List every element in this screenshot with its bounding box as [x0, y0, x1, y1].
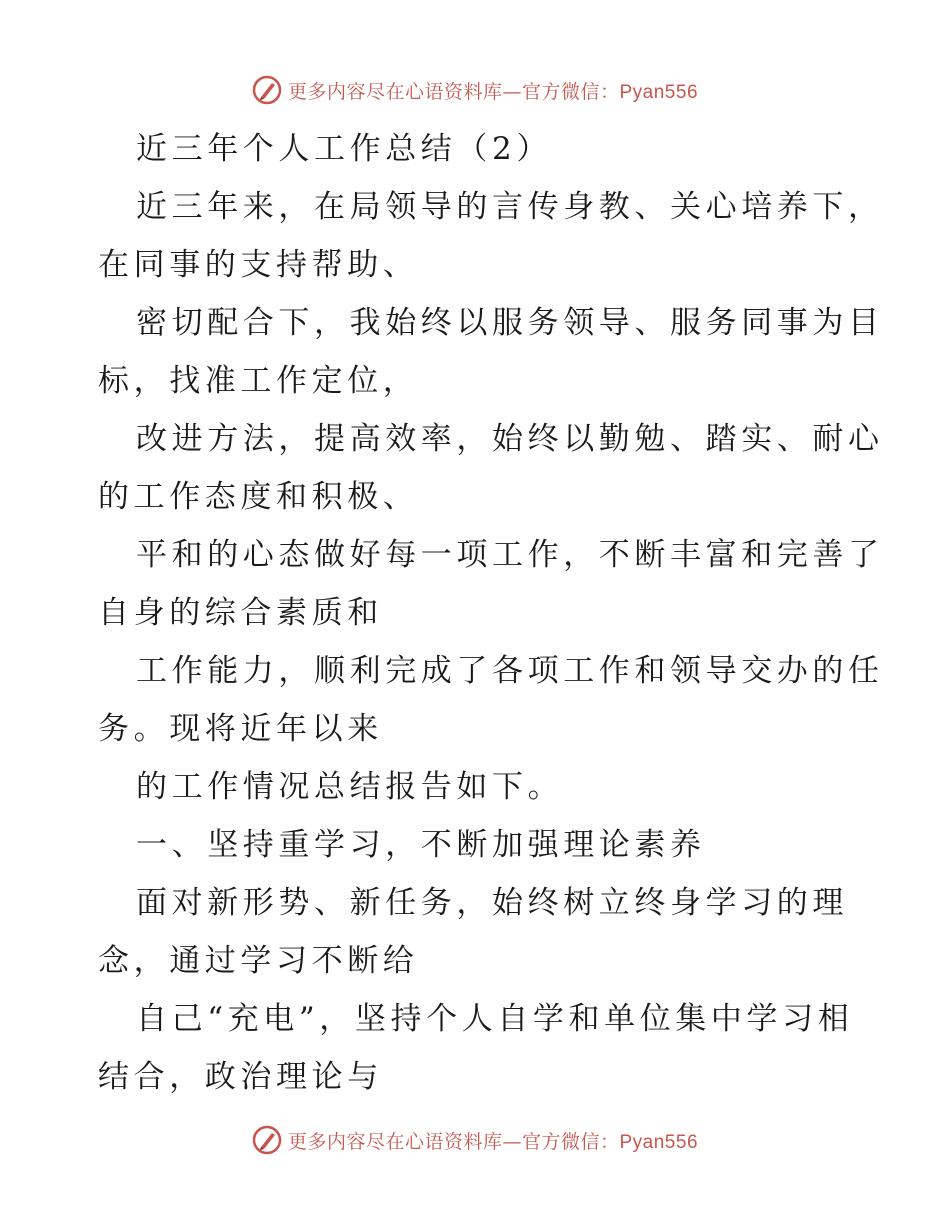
text-line: 标，找准工作定位， — [98, 363, 419, 399]
watermark-text: 更多内容尽在心语资料库—官方微信：Pyan556 — [287, 1130, 699, 1153]
text-line: 的工作态度和积极、 — [98, 479, 419, 515]
header-watermark — [0, 72, 950, 108]
text-line: 结合，政治理论与 — [98, 1059, 383, 1095]
wechat-id: Pyan556 — [619, 81, 699, 103]
watermark-text: 更多内容尽在心语资料库—官方微信：Pyan556 — [287, 80, 699, 103]
text-line: 的工作情况总结报告如下。 — [136, 769, 564, 805]
text-line: 自身的综合素质和 — [98, 595, 383, 631]
document-body — [98, 120, 884, 1106]
text-line: 一、坚持重学习，不断加强理论素养 — [136, 827, 706, 863]
text-line: 面对新形势、新任务，始终树立终身学习的理 — [136, 885, 848, 921]
footer-watermark — [0, 1122, 950, 1158]
text-line: 念，通过学习不断给 — [98, 943, 419, 979]
text-line: 平和的心态做好每一项工作，不断丰富和完善了 — [136, 537, 884, 573]
pen-logo-icon — [252, 1125, 282, 1155]
wechat-id: Pyan556 — [619, 1131, 699, 1153]
text-line: 改进方法，提高效率，始终以勤勉、踏实、耐心 — [136, 421, 884, 457]
text-line: 密切配合下，我始终以服务领导、服务同事为目 — [136, 305, 884, 341]
text-line: 近三年来，在局领导的言传身教、关心培养下， — [136, 189, 884, 225]
text-line: 在同事的支持帮助、 — [98, 247, 419, 283]
text-line: 工作能力，顺利完成了各项工作和领导交办的任 — [136, 653, 884, 689]
document-title: 近三年个人工作总结（2） — [136, 131, 552, 167]
text-line: 自己“充电”，坚持个人自学和单位集中学习相 — [136, 1001, 854, 1037]
text-line: 务。现将近年以来 — [98, 711, 383, 747]
pen-logo-icon — [252, 75, 282, 105]
